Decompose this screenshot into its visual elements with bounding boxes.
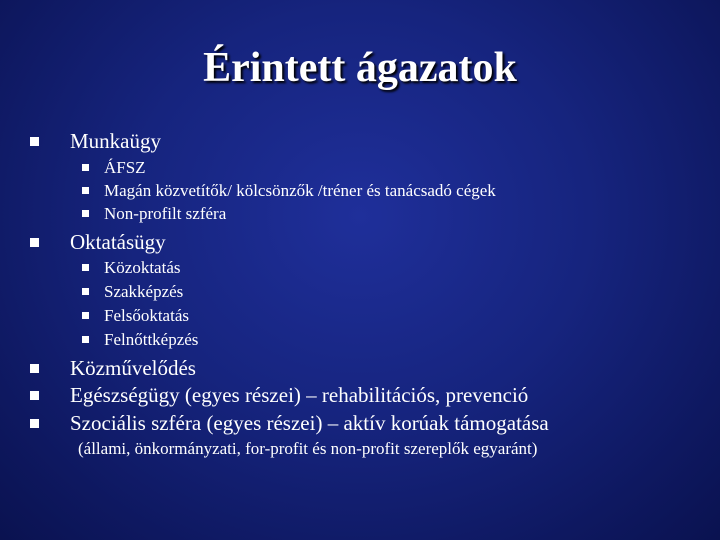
square-bullet-icon <box>82 288 89 295</box>
square-bullet-icon <box>30 238 39 247</box>
square-bullet-icon <box>82 336 89 343</box>
square-bullet-icon <box>30 419 39 428</box>
sub-bullet-label: Felnőttképzés <box>104 330 199 349</box>
square-bullet-icon <box>82 187 89 194</box>
square-bullet-icon <box>30 137 39 146</box>
bullet-item-label: Közművelődés <box>70 356 196 380</box>
sub-bullet-label: Felsőoktatás <box>104 306 189 325</box>
square-bullet-icon <box>82 210 89 217</box>
sub-bullet-label: Non-profilt szféra <box>104 204 227 223</box>
square-bullet-icon <box>82 164 89 171</box>
square-bullet-icon <box>30 391 39 400</box>
bullet-item-continuation: (állami, önkormányzati, for-profit és non-profit szereplők egyaránt) <box>78 439 538 458</box>
square-bullet-icon <box>82 264 89 271</box>
bullet-item-label: Egészségügy (egyes részei) – rehabilitációs, prevenció <box>70 383 529 407</box>
bullet-item-label: Munkaügy <box>70 129 161 153</box>
square-bullet-icon <box>82 312 89 319</box>
bullet-item-label: Szociális szféra (egyes részei) – aktív korúak támogatása <box>70 411 549 435</box>
slide-title: Érintett ágazatok <box>203 45 517 91</box>
bullet-item-label: Oktatásügy <box>70 230 166 254</box>
sub-bullet-label: Szakképzés <box>104 282 184 301</box>
sub-bullet-label: Magán közvetítők/ kölcsönzők /tréner és tanácsadó cégek <box>104 181 496 200</box>
sub-bullet-label: ÁFSZ <box>104 158 146 177</box>
square-bullet-icon <box>30 364 39 373</box>
sub-bullet-label: Közoktatás <box>104 258 181 277</box>
